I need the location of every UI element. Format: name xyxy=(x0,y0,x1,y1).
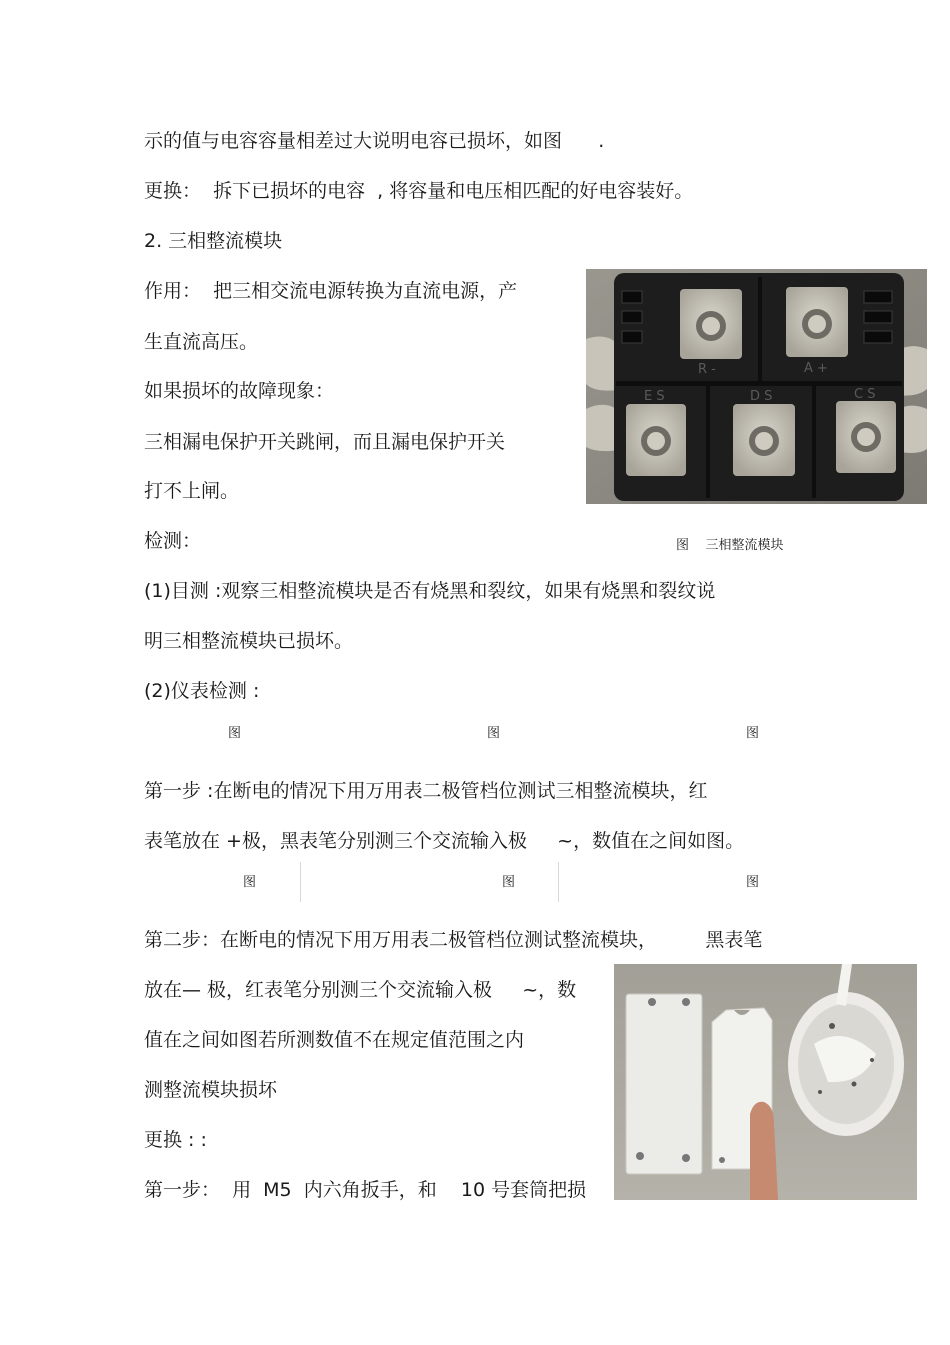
figure-caption: 图 xyxy=(228,726,242,741)
body-text-line: 更换： 拆下已损坏的电容 , 将容量和电压相匹配的好电容装好。 xyxy=(144,180,694,202)
body-text-line: (1)目测 :观察三相整流模块是否有烧黑和裂纹，如果有烧黑和裂纹说 xyxy=(144,580,716,602)
body-text-line: 测整流模块损坏 xyxy=(144,1079,278,1101)
body-text-line: 表笔放在 +极，黑表笔分别测三个交流输入极 ~，数值在之间如图。 xyxy=(144,830,745,852)
body-text-line: 第一步 :在断电的情况下用万用表二极管档位测试三相整流模块，红 xyxy=(144,780,708,802)
body-text-line: 明三相整流模块已损坏。 xyxy=(144,630,354,652)
body-text-line: 如果损坏的故障现象： xyxy=(144,380,335,402)
body-text-line: 更换 : : xyxy=(144,1129,207,1151)
column-divider xyxy=(558,862,559,902)
body-text-line: 第一步： 用 M5 内六角扳手，和 10 号套筒把损 xyxy=(144,1179,587,1201)
rectifier-module-photo xyxy=(586,269,927,504)
terminal-label: C S xyxy=(854,387,876,402)
body-text-line: 生直流高压。 xyxy=(144,331,259,353)
body-text-line: 放在— 极，红表笔分别测三个交流输入极 ~，数 xyxy=(144,979,577,1001)
body-text-line: 值在之间如图若所测数值不在规定值范围之内 xyxy=(144,1029,525,1051)
column-divider xyxy=(300,862,301,902)
body-text-line: 作用： 把三相交流电源转换为直流电源，产 xyxy=(144,280,518,302)
terminal-label: R - xyxy=(698,362,716,377)
body-text-line: 第二步：在断电的情况下用万用表二极管档位测试整流模块， 黑表笔 xyxy=(144,929,763,951)
figure-caption: 图 xyxy=(746,875,760,890)
figure-caption: 图 xyxy=(243,875,257,890)
body-text-line: 检测： xyxy=(144,530,202,552)
body-text-line: (2)仪表检测 : xyxy=(144,680,260,702)
figure-caption: 图 xyxy=(502,875,516,890)
terminal-label: A + xyxy=(804,361,828,376)
body-text-line: 打不上闸。 xyxy=(144,480,240,502)
figure-caption: 图 xyxy=(746,726,760,741)
terminal-label: D S xyxy=(750,389,773,404)
terminal-label: E S xyxy=(644,389,665,404)
thermal-paste-photo xyxy=(614,964,917,1200)
body-text-line: 示的值与电容容量相差过大说明电容已损坏，如图 . xyxy=(144,130,605,152)
body-text-line: 三相漏电保护开关跳闸，而且漏电保护开关 xyxy=(144,431,506,453)
section-heading: 2. 三相整流模块 xyxy=(144,230,283,252)
figure-caption-module: 图 三相整流模块 xyxy=(676,538,784,553)
figure-caption: 图 xyxy=(487,726,501,741)
